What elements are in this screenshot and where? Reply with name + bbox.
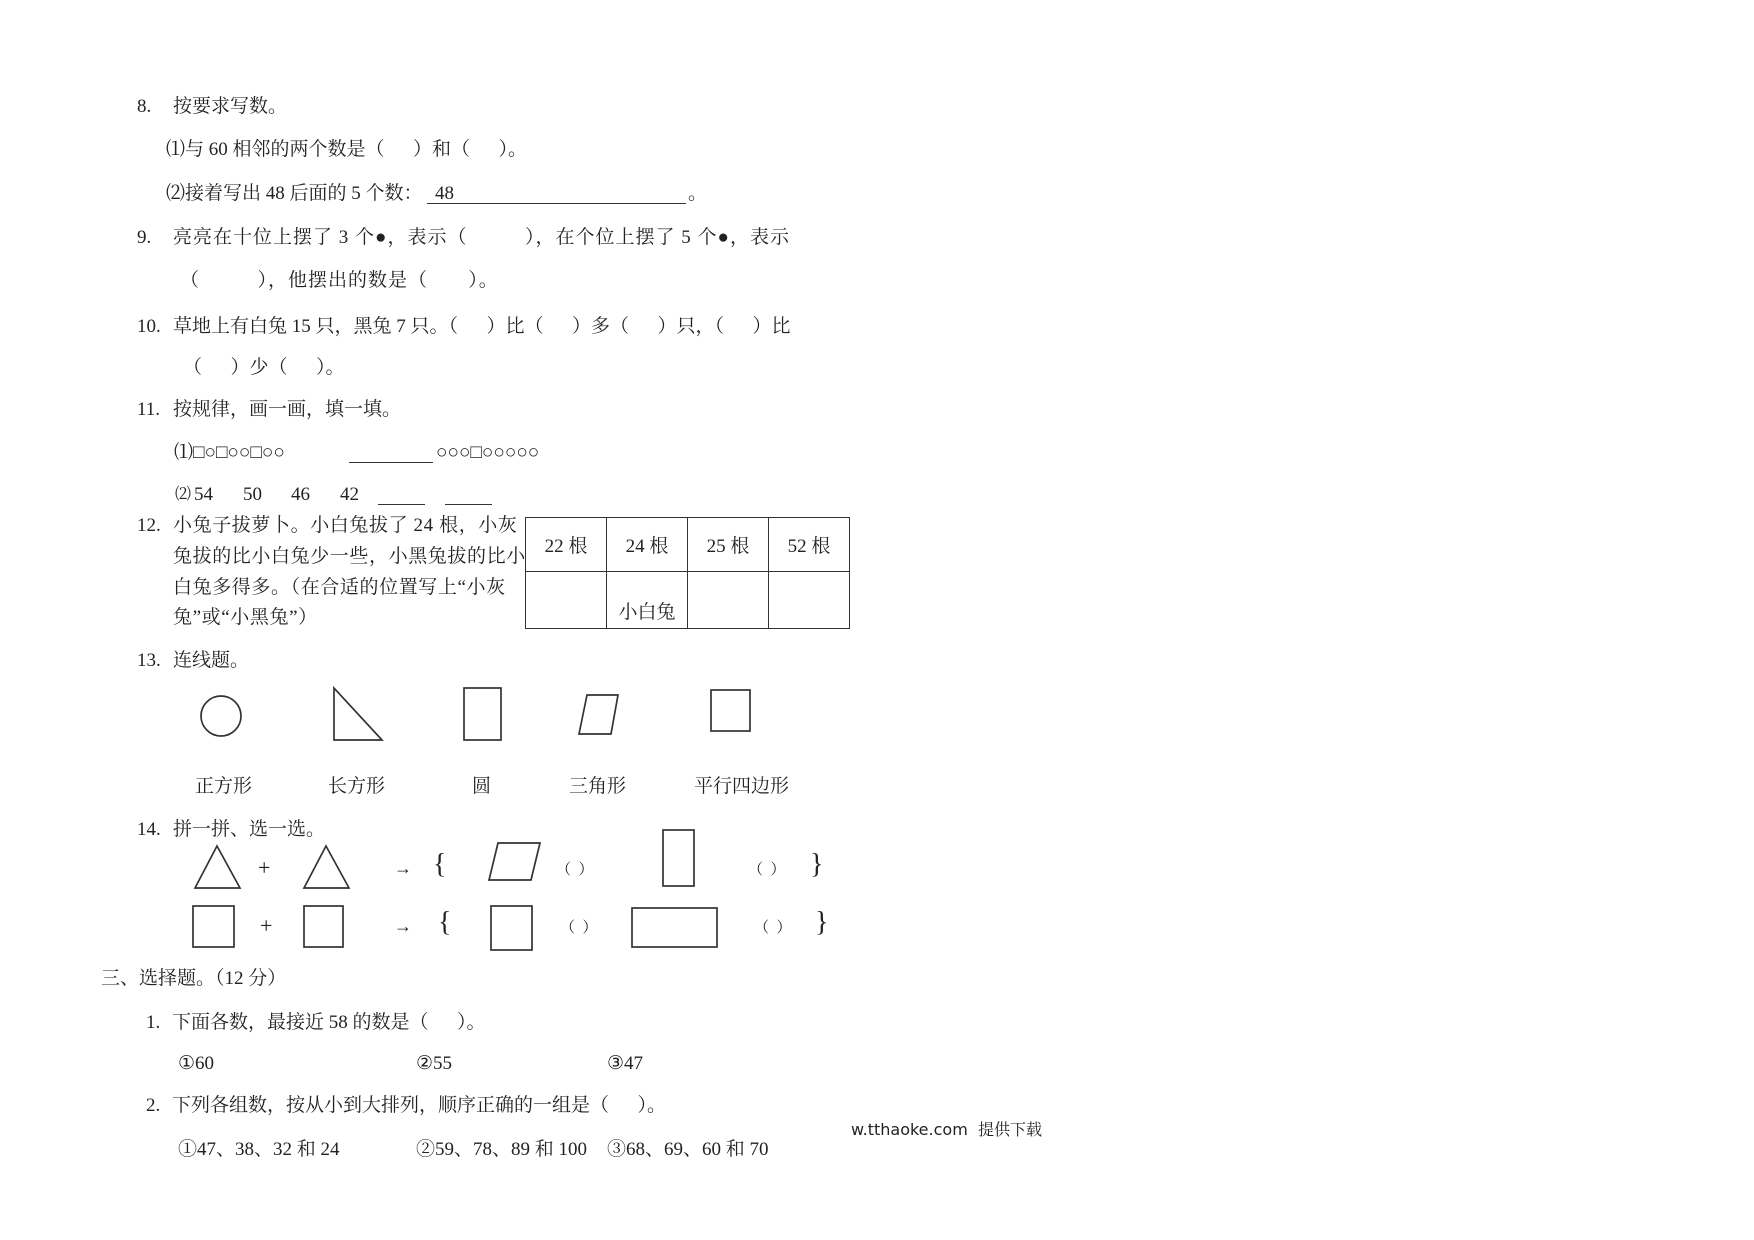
plus-sign: + [260,913,273,938]
triangle-shape-icon [193,844,242,890]
square-shape-icon [489,904,534,952]
q8-part2-prefix: ⑵接着写出 48 后面的 5 个数： [166,183,423,204]
table-answer-cell: 小白兔 [607,572,688,629]
q13-number: 13. [137,650,161,671]
q9-number: 9. [137,227,152,248]
choice-q1-number: 1. [146,1012,161,1033]
q8-part1: ⑴与 60 相邻的两个数是（ ）和（ ）。 [166,139,528,160]
q14-title: 拼一拼、选一选。 [173,819,326,840]
q12-text-line: 兔拔的比小白兔少一些，小黑兔拔的比小 [173,546,526,567]
shape-label: 长方形 [328,776,386,797]
answer-blank: （ ） [748,862,786,878]
square-shape-icon [191,904,236,949]
close-brace: } [815,907,829,938]
shape-label: 平行四边形 [694,776,790,797]
table-header-cell: 52 根 [769,518,850,572]
q9-line2: （ ），他摆出的数是（ ）。 [180,270,499,291]
parallelogram-shape-icon [487,841,542,882]
q11-title: 按规律，画一画，填一填。 [173,399,402,420]
parallelogram-shape-icon [577,693,620,736]
q9-line1: 亮亮在十位上摆了 3 个●，表示（ ），在个位上摆了 5 个●，表示 [173,227,790,248]
rectangle-shape-icon [630,906,719,949]
q11-number: 11. [137,399,161,420]
answer-blank: （ ） [560,920,598,936]
right-triangle-shape-icon [332,686,384,742]
square-shape-icon [709,688,752,733]
table-answer-cell [688,572,769,629]
q8-part2-answer: 48 [435,183,454,204]
q14-number: 14. [137,819,161,840]
q11-part2-blank [378,484,425,505]
q10-line2: （ ）少（ ）。 [183,357,345,378]
source-watermark: w.tthaoke.com 提供下载 [851,1120,1042,1139]
arrow-icon: → [394,916,412,936]
open-brace: { [438,907,452,938]
q12-text-line: 小兔子拔萝卜。小白兔拔了 24 根，小灰 [173,515,518,536]
close-brace: } [810,849,824,880]
open-brace: { [433,849,447,880]
table-answer-cell [526,572,607,629]
q11-part2-value: 46 [291,484,310,505]
q8-part2-suffix: 。 [688,183,708,204]
shape-label: 正方形 [195,776,253,797]
choice-q2-option: ③68、69、60 和 70 [607,1139,769,1160]
q10-line1: 草地上有白兔 15 只，黑兔 7 只。（ ）比（ ）多（ ）只，（ ）比 [173,316,791,337]
q12-answer-table [525,517,850,629]
shape-label: 圆 [472,776,492,797]
q8-part2-answer-line [427,183,686,204]
q11-part2-blank [445,484,492,505]
choice-q1-text: 下面各数，最接近 58 的数是（ ）。 [172,1012,486,1033]
q11-part2-marker: ⑵ [175,486,192,503]
section3-title: 三、选择题。（12 分） [101,968,287,989]
choice-q1-option: ③47 [607,1053,644,1074]
q12-text-line: 白兔多得多。（在合适的位置写上“小灰 [173,577,506,598]
q11-part2-value: 42 [340,484,359,505]
rectangle-shape-icon [661,828,696,888]
q11-part2-value: 54 [194,484,213,505]
shape-label: 三角形 [569,776,627,797]
q10-number: 10. [137,316,161,337]
plus-sign: + [258,855,271,880]
rectangle-shape-icon [462,686,503,742]
choice-q2-text: 下列各组数，按从小到大排列，顺序正确的一组是（ ）。 [172,1095,667,1116]
q8-number: 8. [137,96,152,117]
q12-number: 12. [137,515,161,536]
arrow-icon: → [394,858,412,878]
table-header-cell: 24 根 [607,518,688,572]
q11-part2-value: 50 [243,484,262,505]
square-shape-icon [302,904,345,949]
q11-part1-blank [349,442,433,463]
q11-part1-pattern-continued: ○○○□○○○○○ [436,442,540,463]
table-header-cell: 22 根 [526,518,607,572]
q13-title: 连线题。 [173,650,250,671]
q11-part1-pattern: ⑴□○□○○□○○ [174,442,285,463]
table-header-cell: 25 根 [688,518,769,572]
choice-q2-option: ②59、78、89 和 100 [416,1139,588,1160]
choice-q1-option: ①60 [178,1053,215,1074]
circle-shape-icon [199,694,243,738]
table-answer-cell [769,572,850,629]
q8-title: 按要求写数。 [173,96,288,117]
answer-blank: （ ） [754,920,792,936]
answer-blank: （ ） [556,862,594,878]
choice-q1-option: ②55 [416,1053,453,1074]
triangle-shape-icon [302,844,351,890]
choice-q2-number: 2. [146,1095,161,1116]
q12-text-line: 兔”或“小黑兔”） [173,607,318,628]
choice-q2-option: ①47、38、32 和 24 [178,1139,340,1160]
